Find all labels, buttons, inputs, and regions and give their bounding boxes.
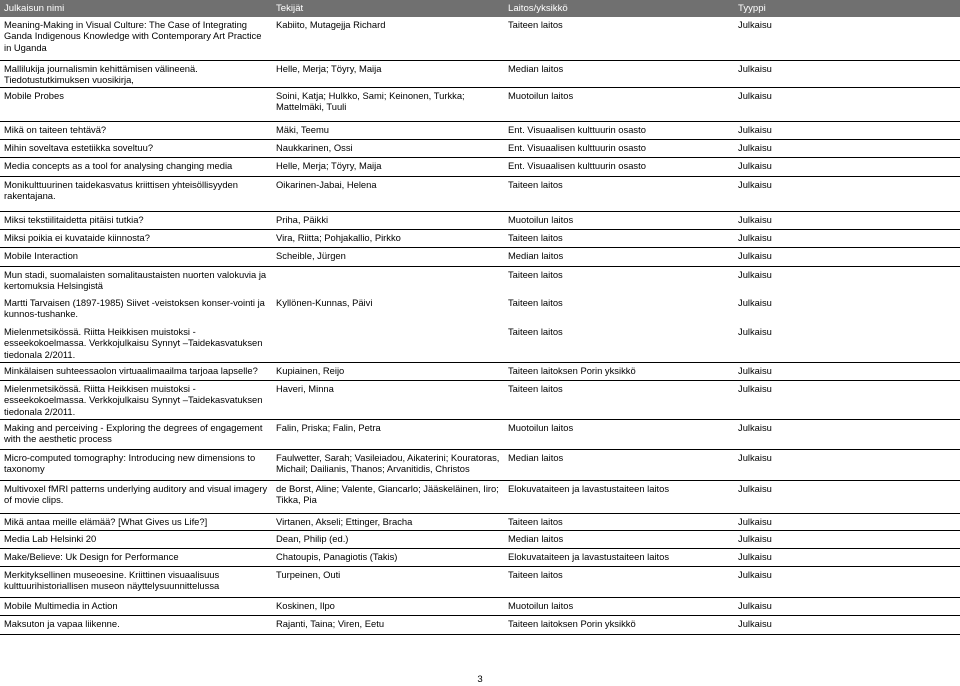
cell-title: Media Lab Helsinki 20 <box>0 530 272 548</box>
cell-title: Miksi poikia ei kuvataide kiinnosta? <box>0 229 272 247</box>
cell-title: Mun stadi, suomalaisten somalitaustaisten nuorten valokuvia ja kertomuksia Helsingistä <box>4 268 267 291</box>
cell-authors: Mäki, Teemu <box>272 121 504 139</box>
cell-authors: Faulwetter, Sarah; Vasileiadou, Aikaterini; Kouratoras, Michail; Dailianis, Thanos; Arvanitidis, Christos <box>272 449 504 480</box>
cell-title: Mobile Interaction <box>0 247 272 266</box>
cell-authors: de Borst, Aline; Valente, Giancarlo; Jääskeläinen, Iiro; Tikka, Pia <box>272 480 504 513</box>
cell-unit: Taiteen laitos <box>504 176 734 211</box>
cell-type: Julkaisu <box>734 449 960 480</box>
cell-authors: Soini, Katja; Hulkko, Sami; Keinonen, Turkka; Mattelmäki, Tuuli <box>272 87 504 121</box>
cell-type: Julkaisu <box>734 176 960 211</box>
cell-title: Mihin soveltava estetiikka soveltuu? <box>0 139 272 157</box>
table-row <box>0 362 960 380</box>
table-row <box>0 530 960 548</box>
cell-type: Julkaisu <box>734 362 960 380</box>
cell-authors: Falin, Priska; Falin, Petra <box>272 419 504 449</box>
cell-title: Mobile Multimedia in Action <box>0 597 272 615</box>
cell-type: Julkaisu <box>734 87 960 121</box>
table-row <box>0 60 960 87</box>
cell-authors: Scheible, Jürgen <box>272 247 504 266</box>
cell-unit: Muotoilun laitos <box>504 87 734 121</box>
cell-unit: Median laitos <box>504 530 734 548</box>
header-type: Tyyppi <box>734 0 960 17</box>
header-title: Julkaisun nimi <box>0 0 272 17</box>
cell-authors <box>272 266 504 295</box>
cell-title: Mikä antaa meille elämää? [What Gives us Life?] <box>0 513 272 530</box>
cell-type: Julkaisu <box>738 268 772 280</box>
cell-type: Julkaisu <box>734 615 960 634</box>
cell-unit: Muotoilun laitos <box>504 597 734 615</box>
header-unit: Laitos/yksikkö <box>504 0 734 17</box>
cell-type: Julkaisu <box>734 60 960 87</box>
table-row <box>0 139 960 157</box>
cell-type: Julkaisu <box>738 296 772 308</box>
table-row <box>0 121 960 139</box>
cell-title: Mielenmetsikössä. Riitta Heikkisen muistoksi - esseekokoelmassa. Verkkojulkaisu Synnyt –Taidekasvatuksen tiedonala 2/2011. <box>0 324 272 363</box>
table-row <box>0 615 960 634</box>
cell-authors: Virtanen, Akseli; Ettinger, Bracha <box>272 513 504 530</box>
table-row <box>0 266 960 295</box>
cell-authors: Haveri, Minna <box>272 380 504 419</box>
cell-unit: Ent. Visuaalisen kulttuurin osasto <box>504 157 734 176</box>
cell-unit: Taiteen laitoksen Porin yksikkö <box>504 615 734 634</box>
cell-authors: Dean, Philip (ed.) <box>272 530 504 548</box>
cell-authors: Helle, Merja; Töyry, Maija <box>272 157 504 176</box>
cell-unit: Taiteen laitos <box>504 513 734 530</box>
table-row <box>0 211 960 229</box>
cell-type: Julkaisu <box>734 229 960 247</box>
cell-type: Julkaisu <box>734 139 960 157</box>
table-row <box>0 513 960 530</box>
cell-unit: Taiteen laitos <box>508 296 563 308</box>
cell-authors: Kyllönen-Kunnas, Päivi <box>276 296 373 308</box>
cell-title: Micro-computed tomography: Introducing new dimensions to taxonomy <box>0 449 272 480</box>
cell-unit: Muotoilun laitos <box>504 419 734 449</box>
cell-title: Minkälaisen suhteessaolon virtuaalimaailma tarjoaa lapselle? <box>0 362 272 380</box>
cell-unit: Taiteen laitos <box>508 268 563 280</box>
cell-authors: Kupiainen, Reijo <box>272 362 504 380</box>
cell-title: Meaning-Making in Visual Culture: The Case of Integrating Ganda Indigenous Knowledge with Contemporary Art Practice in Uganda <box>0 17 272 61</box>
cell-type: Julkaisu <box>734 247 960 266</box>
table-row <box>0 449 960 480</box>
table-row <box>0 597 960 615</box>
cell-authors: Oikarinen-Jabai, Helena <box>272 176 504 211</box>
cell-authors: Vira, Riitta; Pohjakallio, Pirkko <box>272 229 504 247</box>
table-row <box>0 17 960 61</box>
cell-unit: Median laitos <box>504 247 734 266</box>
cell-unit: Muotoilun laitos <box>504 211 734 229</box>
cell-title: Multivoxel fMRI patterns underlying auditory and visual imagery of movie clips. <box>0 480 272 513</box>
cell-title: Mallilukija journalismin kehittämisen välineenä. Tiedotustutkimuksen vuosikirja, <box>0 60 272 87</box>
cell-title: Mikä on taiteen tehtävä? <box>0 121 272 139</box>
cell-unit: Taiteen laitos <box>504 380 734 419</box>
cell-type: Julkaisu <box>734 513 960 530</box>
table-row <box>0 480 960 513</box>
cell-type: Julkaisu <box>734 211 960 229</box>
cell-authors: Helle, Merja; Töyry, Maija <box>272 60 504 87</box>
page-number: 3 <box>477 674 483 685</box>
table-row <box>0 176 960 211</box>
cell-authors: Turpeinen, Outi <box>272 566 504 597</box>
cell-unit: Taiteen laitos <box>504 17 734 61</box>
cell-authors: Koskinen, Ilpo <box>272 597 504 615</box>
cell-authors: Kabiito, Mutagejja Richard <box>272 17 504 61</box>
cell-title: Miksi tekstiilitaidetta pitäisi tutkia? <box>0 211 272 229</box>
cell-unit: Taiteen laitoksen Porin yksikkö <box>504 362 734 380</box>
cell-title: Media concepts as a tool for analysing changing media <box>0 157 272 176</box>
table-row <box>0 566 960 597</box>
cell-type: Julkaisu <box>734 324 960 363</box>
cell-title: Maksuton ja vapaa liikenne. <box>0 615 272 634</box>
cell-unit: Ent. Visuaalisen kulttuurin osasto <box>504 139 734 157</box>
cell-title: Monikulttuurinen taidekasvatus kriittisen yhteisöllisyyden rakentajana. <box>0 176 272 211</box>
cell-unit: Taiteen laitos <box>504 229 734 247</box>
cell-unit: Median laitos <box>504 60 734 87</box>
cell-title: Mobile Probes <box>0 87 272 121</box>
cell-type: Julkaisu <box>734 530 960 548</box>
cell-authors: Rajanti, Taina; Viren, Eetu <box>272 615 504 634</box>
cell-authors: Naukkarinen, Ossi <box>272 139 504 157</box>
cell-type: Julkaisu <box>734 597 960 615</box>
cell-unit: Taiteen laitos <box>504 324 734 363</box>
cell-title: Martti Tarvaisen (1897-1985) Siivet -veistoksen konser-vointi ja kunnos-tushanke. <box>4 296 265 319</box>
cell-unit: Elokuvataiteen ja lavastustaiteen laitos <box>504 480 734 513</box>
cell-type: Julkaisu <box>734 419 960 449</box>
cell-type: Julkaisu <box>734 480 960 513</box>
cell-unit: Taiteen laitos <box>504 566 734 597</box>
cell-authors: Chatoupis, Panagiotis (Takis) <box>272 548 504 566</box>
cell-authors <box>272 324 504 363</box>
cell-type: Julkaisu <box>734 548 960 566</box>
cell-type: Julkaisu <box>734 566 960 597</box>
table-row <box>0 295 960 324</box>
header-row <box>0 0 960 17</box>
cell-type: Julkaisu <box>734 17 960 61</box>
cell-title: Making and perceiving - Exploring the degrees of engagement with the aesthetic process <box>0 419 272 449</box>
cell-unit: Ent. Visuaalisen kulttuurin osasto <box>504 121 734 139</box>
table-row <box>0 87 960 121</box>
table-row <box>0 157 960 176</box>
header-authors: Tekijät <box>272 0 504 17</box>
cell-unit: Median laitos <box>504 449 734 480</box>
table-row <box>0 548 960 566</box>
table-row <box>0 419 960 449</box>
cell-authors: Priha, Päikki <box>272 211 504 229</box>
cell-title: Merkityksellinen museoesine. Kriittinen visuaalisuus kulttuurihistoriallisen museon näyttelysuunnittelussa <box>0 566 272 597</box>
table-row <box>0 229 960 247</box>
cell-type: Julkaisu <box>734 121 960 139</box>
table-row <box>0 324 960 363</box>
table-body <box>0 17 960 635</box>
cell-title: Mielenmetsikössä. Riitta Heikkisen muistoksi - esseekokoelmassa. Verkkojulkaisu Synnyt –Taidekasvatuksen tiedonala 2/2011. <box>0 380 272 419</box>
table-row <box>0 380 960 419</box>
cell-type: Julkaisu <box>734 380 960 419</box>
cell-title: Make/Believe: Uk Design for Performance <box>0 548 272 566</box>
table-row <box>0 247 960 266</box>
cell-unit: Elokuvataiteen ja lavastustaiteen laitos <box>504 548 734 566</box>
cell-type: Julkaisu <box>734 157 960 176</box>
